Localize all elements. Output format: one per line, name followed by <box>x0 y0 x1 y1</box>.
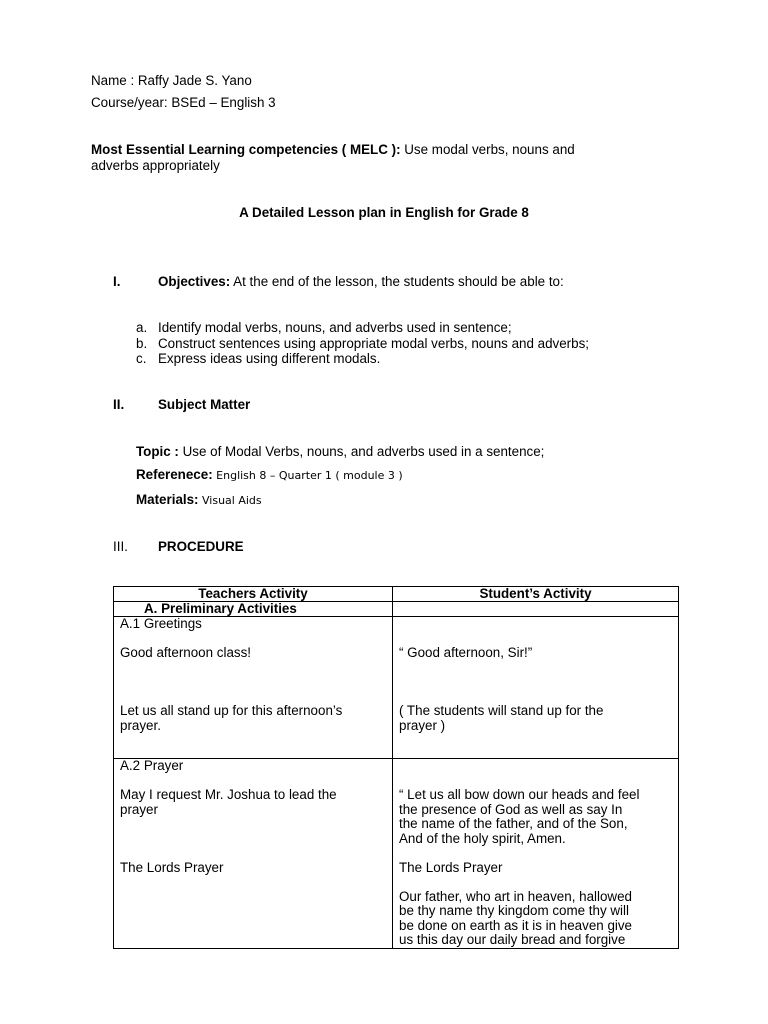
course-year: Course/year: BSEd – English 3 <box>91 95 276 110</box>
prayer-heading: A.2 Prayer <box>120 758 184 773</box>
prayer-student-line-6: Our father, who art in heaven, hallowed <box>399 888 632 904</box>
materials-label: Materials: <box>136 492 199 507</box>
prayer-student-line-5: The Lords Prayer <box>399 859 503 875</box>
empty-cell <box>393 602 679 617</box>
document-title: A Detailed Lesson plan in English for Grade 8 <box>239 205 529 220</box>
topic-value: Use of Modal Verbs, nouns, and adverbs used in a sentence; <box>178 444 545 459</box>
prayer-student-cell <box>393 759 679 949</box>
prayer-student-line-7: be thy name thy kingdom come thy will <box>399 903 629 918</box>
greetings-teacher-line-3: prayer. <box>120 717 161 733</box>
prayer-teacher-line-3: The Lords Prayer <box>120 859 224 875</box>
melc-line-1 <box>91 142 575 158</box>
objectives-heading <box>158 274 564 290</box>
student-name: Name : Raffy Jade S. Yano <box>91 73 252 88</box>
objectives-numeral: I. <box>113 274 121 289</box>
teachers-activity-header: Teachers Activity <box>114 587 393 602</box>
melc-text-1: Use modal verbs, nouns and <box>400 142 575 157</box>
prayer-student-line-9: us this day our daily bread and forgive <box>399 932 626 947</box>
greetings-teacher-cell <box>114 617 393 759</box>
students-activity-header: Student’s Activity <box>393 587 679 602</box>
prayer-student-line-4: And of the holy spirit, Amen. <box>399 830 566 846</box>
materials-line <box>136 492 262 509</box>
table-row <box>114 617 679 759</box>
prayer-student-line-3: the name of the father, and of the Son, <box>399 816 628 831</box>
materials-value: Visual Aids <box>198 494 262 507</box>
objective-marker-a: a. <box>136 320 148 335</box>
prayer-teacher-line-2: prayer <box>120 801 158 817</box>
greetings-teacher-line-1: Good afternoon class! <box>120 645 252 660</box>
subject-matter-numeral: II. <box>113 397 125 412</box>
objectives-intro: At the end of the lesson, the students should be able to: <box>230 274 564 289</box>
greetings-student-cell <box>393 617 679 759</box>
greetings-teacher-line-2: Let us all stand up for this afternoon’s <box>120 703 343 718</box>
melc-label: Most Essential Learning competencies ( MELC ): <box>91 142 401 157</box>
melc-line-2: adverbs appropriately <box>91 158 220 173</box>
greetings-student-line-2: ( The students will stand up for the <box>399 703 604 718</box>
subject-matter-heading: Subject Matter <box>158 397 251 412</box>
procedure-numeral: III. <box>113 539 128 554</box>
prayer-student-line-2: the presence of God as well as say In <box>399 801 623 817</box>
reference-value: English 8 – Quarter 1 ( module 3 ) <box>212 469 403 482</box>
table-row <box>114 602 679 617</box>
reference-line <box>136 467 403 484</box>
topic-line <box>136 444 544 460</box>
procedure-table <box>113 586 679 949</box>
prayer-student-line-8: be done on earth as it is in heaven give <box>399 917 633 933</box>
prayer-teacher-line-1: May I request Mr. Joshua to lead the <box>120 787 337 802</box>
prayer-teacher-cell <box>114 759 393 949</box>
table-header-row <box>114 587 679 602</box>
topic-label: Topic : <box>136 444 179 459</box>
preliminary-activities-heading: A. Preliminary Activities <box>114 602 393 617</box>
objective-marker-c: c. <box>136 351 147 366</box>
greetings-student-line-1: “ Good afternoon, Sir!” <box>399 645 533 660</box>
objective-item-a: Identify modal verbs, nouns, and adverbs used in sentence; <box>158 320 512 335</box>
procedure-heading: PROCEDURE <box>158 539 244 554</box>
table-row <box>114 759 679 949</box>
objective-item-b: Construct sentences using appropriate modal verbs, nouns and adverbs; <box>158 336 589 351</box>
greetings-student-line-3: prayer ) <box>399 717 446 733</box>
prayer-student-line-1: “ Let us all bow down our heads and feel <box>399 787 640 802</box>
objective-marker-b: b. <box>136 336 148 351</box>
greetings-heading: A.1 Greetings <box>120 616 202 631</box>
objectives-label: Objectives: <box>158 274 231 289</box>
reference-label: Referenece: <box>136 467 213 482</box>
objective-item-c: Express ideas using different modals. <box>158 351 381 366</box>
